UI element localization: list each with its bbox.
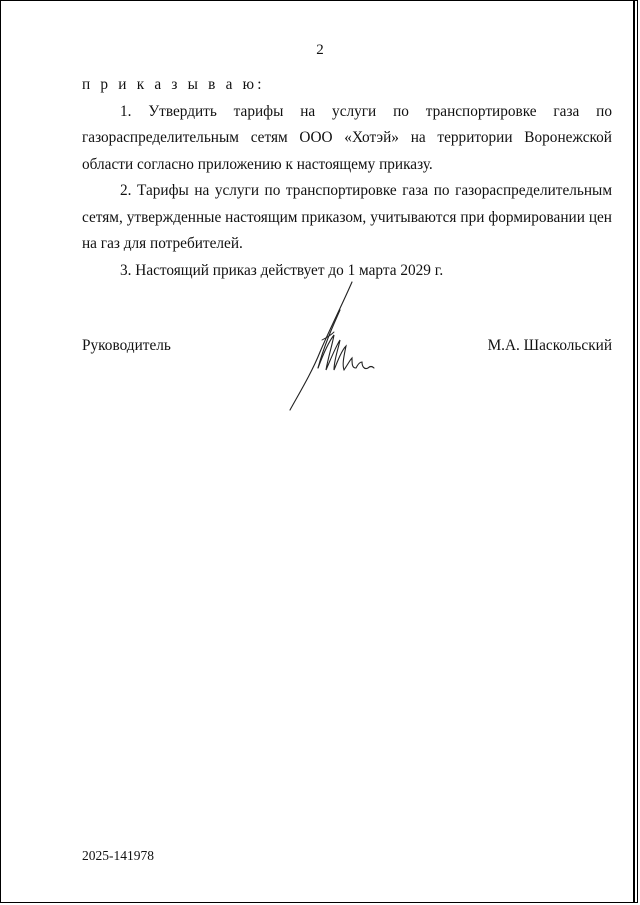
paragraph-3: 3. Настоящий приказ действует до 1 марта 2029 г. [120, 261, 444, 279]
document-body [82, 72, 612, 284]
signatory-name: М.А. Шаскольский [487, 337, 612, 354]
order-intro: п р и к а з ы в а ю: [82, 76, 265, 93]
document-registration-number: 2025-141978 [82, 848, 154, 863]
signatory-role: Руководитель [82, 337, 171, 354]
paragraph-2: 2. Тарифы на услуги по транспортировке газа по газораспределительным сетям, утвержденные настоящим приказом, учитываются при формировании цен на газ для потребителей. [82, 182, 612, 252]
handwritten-signature [282, 280, 382, 412]
paragraph-1: 1. Утвердить тарифы на услуги по транспортировке газа по газораспределительным сетям ООО «Хотэй» на территории Воронежской области согласно приложению к настоящему приказу. [82, 102, 612, 173]
page-number: 2 [316, 42, 324, 58]
